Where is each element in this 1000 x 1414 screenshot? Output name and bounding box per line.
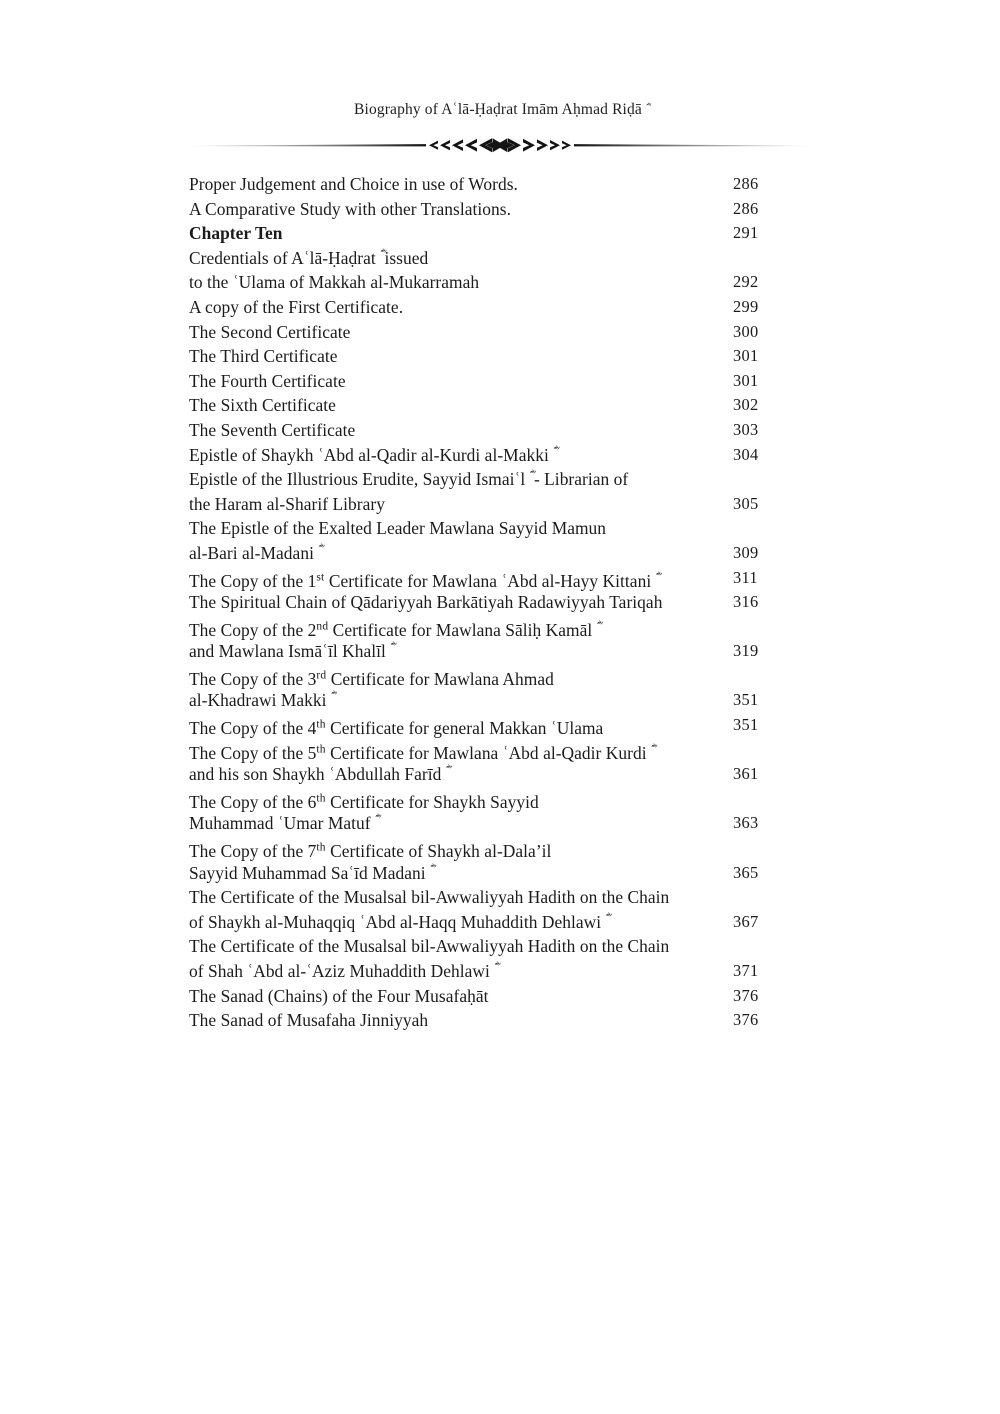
toc-entry-title: The Copy of the 3rd Certificate for Mawlana Ahmad — [189, 669, 554, 690]
toc-entry-page-number: 303 — [733, 419, 759, 439]
toc-entry[interactable] — [189, 344, 829, 369]
toc-entry[interactable] — [189, 713, 829, 738]
toc-entry[interactable] — [189, 639, 829, 664]
running-head-text: Biography of Aʿlā-Ḥaḍrat Imām Aḥmad Riḍā — [354, 101, 642, 118]
toc-entry-page-number: 365 — [733, 862, 759, 882]
toc-entry-title: Sayyid Muhammad Saʿīd Madani ؓ — [189, 862, 431, 883]
toc-entry-page-number: 299 — [733, 296, 759, 316]
toc-entry-title: The Copy of the 4th Certificate for general Makkan ʿUlama — [189, 718, 604, 739]
toc-entry-title: The Third Certificate — [189, 346, 338, 367]
toc-entry-title: to the ʿUlama of Makkah al-Mukarramah — [189, 272, 480, 293]
toc-entry-title: Epistle of the Illustrious Erudite, Sayyid Ismaiʿl ؓ - Librarian of — [189, 469, 629, 490]
toc-entry-page-number: 292 — [733, 272, 759, 292]
toc-entry[interactable] — [189, 418, 829, 443]
toc-entry[interactable] — [189, 295, 829, 320]
toc-entry-title: The Copy of the 7th Certificate of Shaykh al-Dala’il — [189, 841, 552, 862]
toc-entry[interactable] — [189, 246, 829, 271]
toc-entry-page-number: 367 — [733, 911, 759, 931]
toc-entry[interactable] — [189, 566, 829, 591]
toc-entry-title: The Copy of the 6th Certificate for Shaykh Sayyid — [189, 792, 539, 813]
toc-entry[interactable] — [189, 664, 829, 689]
toc-entry-page-number: 286 — [733, 198, 759, 218]
toc-entry-title: The Copy of the 5th Certificate for Mawlana ʿAbd al-Qadir Kurdi ؓ — [189, 743, 652, 764]
toc-entry-title: A Comparative Study with other Translations. — [189, 198, 511, 219]
toc-entry-page-number: 309 — [733, 542, 759, 562]
toc-entry-title: al-Bari al-Madani ؓ — [189, 542, 319, 563]
toc-entry-title: The Copy of the 2nd Certificate for Mawlana Sāliḥ Kamāl ؓ — [189, 620, 597, 641]
toc-entry[interactable] — [189, 320, 829, 345]
toc-entry-title: of Shaykh al-Muhaqqiq ʿAbd al-Haqq Muhaddith Dehlawi ؓ — [189, 911, 606, 932]
toc-entry[interactable] — [189, 885, 829, 910]
toc-entry-title: The Copy of the 1st Certificate for Mawlana ʿAbd al-Hayy Kittani ؓ — [189, 570, 656, 591]
toc-entry[interactable] — [189, 787, 829, 812]
toc-entry-page-number: 316 — [733, 592, 759, 612]
toc-entry-title: The Certificate of the Musalsal bil-Awwaliyyah Hadith on the Chain — [189, 887, 670, 908]
toc-entry[interactable] — [189, 443, 829, 468]
toc-entry-title: The Spiritual Chain of Qādariyyah Barkātiyah Radawiyyah Tariqah — [189, 592, 663, 613]
toc-entry[interactable] — [189, 984, 829, 1009]
toc-entry-page-number: 351 — [733, 690, 759, 710]
toc-entry[interactable] — [189, 1008, 829, 1033]
toc-entry-title: and his son Shaykh ʿAbdullah Farīd ؓ — [189, 764, 446, 785]
toc-entry[interactable] — [189, 172, 829, 197]
toc-entry[interactable] — [189, 762, 829, 787]
toc-entry-page-number: 291 — [733, 223, 759, 243]
toc-entry-page-number: 376 — [733, 1010, 759, 1030]
toc-entry-page-number: 301 — [733, 346, 759, 366]
toc-entry-title: The Sanad (Chains) of the Four Musafaḥāt — [189, 985, 489, 1006]
toc-entry[interactable] — [189, 934, 829, 959]
toc-entry-title: The Second Certificate — [189, 321, 351, 342]
toc-entry-title: Proper Judgement and Choice in use of Words. — [189, 174, 518, 194]
toc-entry[interactable] — [189, 836, 829, 861]
toc-entry-title: A copy of the First Certificate. — [189, 296, 404, 317]
toc-entry-title: The Seventh Certificate — [189, 419, 356, 440]
toc-entry[interactable] — [189, 541, 829, 566]
toc-entry[interactable] — [189, 959, 829, 984]
toc-entry[interactable] — [189, 221, 829, 246]
toc-entry-page-number: 376 — [733, 985, 759, 1005]
toc-entry-page-number: 363 — [733, 813, 759, 833]
toc-entry-title: The Sanad of Musafaha Jinniyyah — [189, 1010, 429, 1031]
toc-entry-title: al-Khadrawi Makki ؓ — [189, 690, 331, 711]
toc-entry[interactable] — [189, 369, 829, 394]
toc-entry[interactable] — [189, 492, 829, 517]
toc-entry-page-number: 302 — [733, 395, 759, 415]
toc-entry[interactable] — [189, 688, 829, 713]
toc-entry[interactable] — [189, 615, 829, 640]
toc-entry-title: Chapter Ten — [189, 223, 283, 244]
toc-entry-page-number: 286 — [733, 174, 759, 193]
toc-entry[interactable] — [189, 467, 829, 492]
toc-entry-page-number: 311 — [733, 567, 758, 587]
toc-entry[interactable] — [189, 861, 829, 886]
toc-entry-title: Muhammad ʿUmar Matuf ؓ — [189, 813, 376, 834]
toc-entry-title: the Haram al-Sharif Library — [189, 493, 385, 514]
toc-entry-page-number: 319 — [733, 641, 759, 661]
toc-entry-title: Epistle of Shaykh ʿAbd al-Qadir al-Kurdi al-Makki ؓ — [189, 444, 554, 465]
toc-entry[interactable] — [189, 270, 829, 295]
toc-entry-page-number: 301 — [733, 370, 759, 390]
running-head — [0, 101, 1000, 119]
toc-entry-page-number: 371 — [733, 961, 759, 980]
toc-entry[interactable] — [189, 516, 829, 541]
toc-entry[interactable] — [189, 738, 829, 763]
toc-entry[interactable] — [189, 393, 829, 418]
toc-entry-title: The Fourth Certificate — [189, 370, 346, 391]
toc-entry[interactable] — [189, 197, 829, 222]
ornamental-divider — [190, 134, 810, 156]
toc-entry-title: and Mawlana Ismāʿīl Khalīl ؓ — [189, 641, 391, 662]
toc-entry[interactable] — [189, 910, 829, 935]
toc-entry-page-number: 361 — [733, 764, 759, 784]
toc-entry-title: The Epistle of the Exalted Leader Mawlana Sayyid Mamun — [189, 518, 607, 539]
table-of-contents — [189, 172, 829, 1033]
toc-entry-title: of Shah ʿAbd al-ʿAziz Muhaddith Dehlawi ؓ — [189, 961, 495, 981]
toc-entry-title: The Sixth Certificate — [189, 395, 336, 416]
toc-entry-page-number: 351 — [733, 715, 759, 735]
toc-entry-title: Credentials of Aʿlā-Ḥaḍrat ؓ issued — [189, 247, 429, 268]
toc-entry-page-number: 304 — [733, 444, 759, 464]
toc-entry-page-number: 300 — [733, 321, 759, 341]
toc-entry-page-number: 305 — [733, 493, 759, 513]
toc-entry[interactable] — [189, 590, 829, 615]
toc-entry[interactable] — [189, 811, 829, 836]
toc-entry-title: The Certificate of the Musalsal bil-Awwaliyyah Hadith on the Chain — [189, 936, 670, 957]
